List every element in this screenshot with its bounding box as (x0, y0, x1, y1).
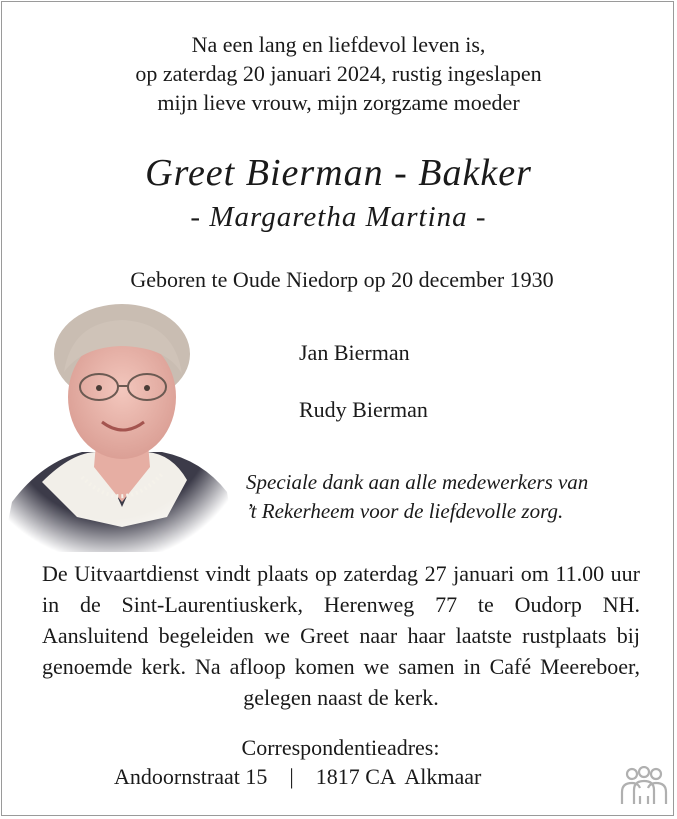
thanks-note (246, 468, 666, 526)
correspondence-label: Correspondentieadres: (241, 735, 440, 760)
deceased-full-name: - Margaretha Martina - (190, 201, 487, 233)
intro-line: Na een lang en liefdevol leven is, (191, 32, 486, 57)
address-separator: | (289, 764, 294, 789)
thanks-line: ’t Rekerheem voor de liefdevolle zorg. (246, 499, 564, 523)
address-street: Andoornstraat 15 (114, 764, 268, 789)
intro-line: op zaterdag 20 januari 2024, rustig ingeslapen (135, 61, 542, 86)
intro-text (2, 30, 675, 117)
survivor-name: Jan Bierman (299, 340, 410, 365)
birth-info: Geboren te Oude Niedorp op 20 december 1930 (130, 267, 554, 292)
family-group-icon (618, 766, 670, 806)
thanks-line: Speciale dank aan alle medewerkers van (246, 470, 589, 494)
obituary-card (1, 1, 674, 816)
correspondence-address (114, 762, 481, 792)
portrait-photo (2, 302, 242, 552)
survivor-name: Rudy Bierman (299, 397, 428, 422)
deceased-name: Greet Bierman - Bakker (145, 152, 532, 194)
address-postal-city: 1817 CA Alkmaar (315, 764, 482, 789)
intro-line: mijn lieve vrouw, mijn zorgzame moeder (157, 90, 520, 115)
funeral-service-details: De Uitvaartdienst vindt plaats op zaterdag 27 januari om 11.00 uur in de Sint-Laurentiuskerk, Herenweg 77 te Oudorp NH. Aansluitend begeleiden we Greet naar haar laatste rustplaats bij genoemde kerk. Na afloop komen we samen in Café Meereboer, gelegen naast de kerk. (42, 561, 640, 710)
